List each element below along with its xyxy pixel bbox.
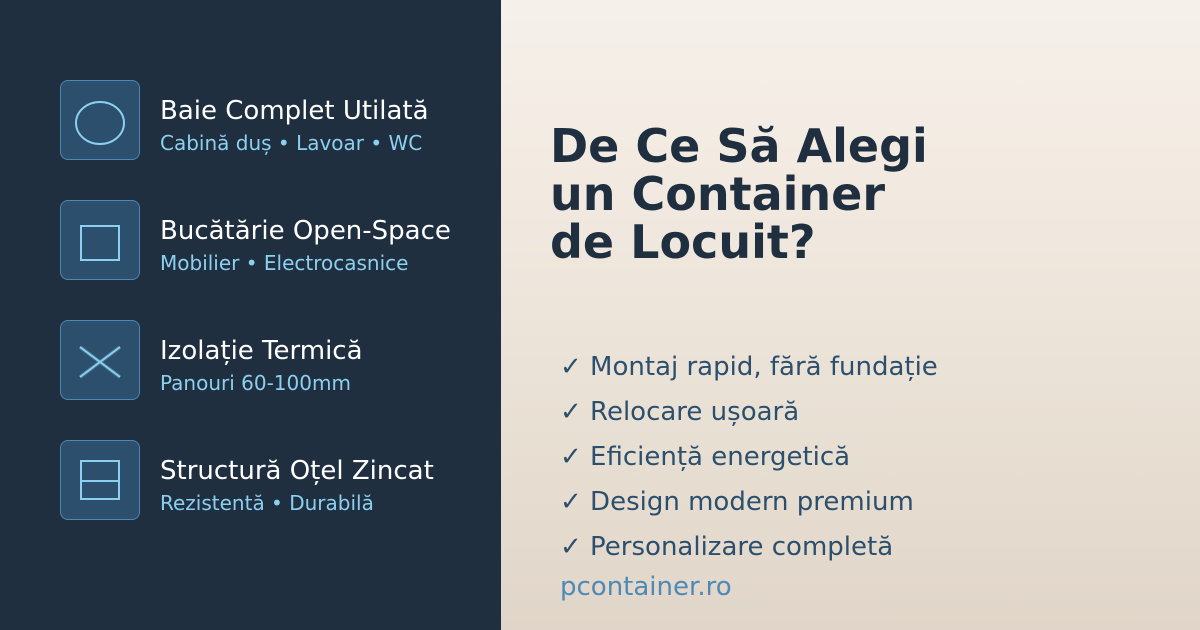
cross-icon: [61, 321, 139, 399]
feature-bathroom: [60, 80, 500, 160]
feature-icon-box: [60, 80, 140, 160]
feature-title: Structură Oțel Zincat: [160, 456, 434, 486]
feature-icon-box: [60, 200, 140, 280]
website-link[interactable]: pcontainer.ro: [560, 572, 732, 602]
ellipse-icon: [61, 81, 139, 159]
benefit-item: ✓ Eficiență energetică: [560, 442, 851, 472]
benefit-item: ✓ Relocare ușoară: [560, 397, 800, 427]
headline-line: De Ce Să Alegi: [550, 119, 928, 173]
benefit-item: ✓ Personalizare completă: [560, 532, 894, 562]
feature-title: Izolație Termică: [160, 336, 363, 366]
feature-icon-box: [60, 440, 140, 520]
feature-icon-box: [60, 320, 140, 400]
headline-line: de Locuit?: [550, 215, 816, 269]
feature-subtitle: Panouri 60-100mm: [160, 371, 351, 395]
features-panel: [0, 0, 501, 630]
feature-subtitle: Mobilier • Electrocasnice: [160, 251, 409, 275]
benefits-list: [560, 345, 938, 570]
feature-insulation: [60, 320, 500, 400]
feature-subtitle: Cabină duș • Lavoar • WC: [160, 131, 423, 155]
square-icon: [61, 201, 139, 279]
feature-title: Baie Complet Utilată: [160, 96, 429, 126]
benefit-item: ✓ Montaj rapid, fără fundație: [560, 352, 938, 382]
headline-line: un Container: [550, 167, 886, 221]
feature-structure: [60, 440, 500, 520]
headline: [550, 119, 1170, 269]
feature-subtitle: Rezistentă • Durabilă: [160, 491, 374, 515]
feature-title: Bucătărie Open-Space: [160, 216, 451, 246]
feature-kitchen: [60, 200, 500, 280]
split-rectangle-icon: [61, 441, 139, 519]
benefit-item: ✓ Design modern premium: [560, 487, 914, 517]
